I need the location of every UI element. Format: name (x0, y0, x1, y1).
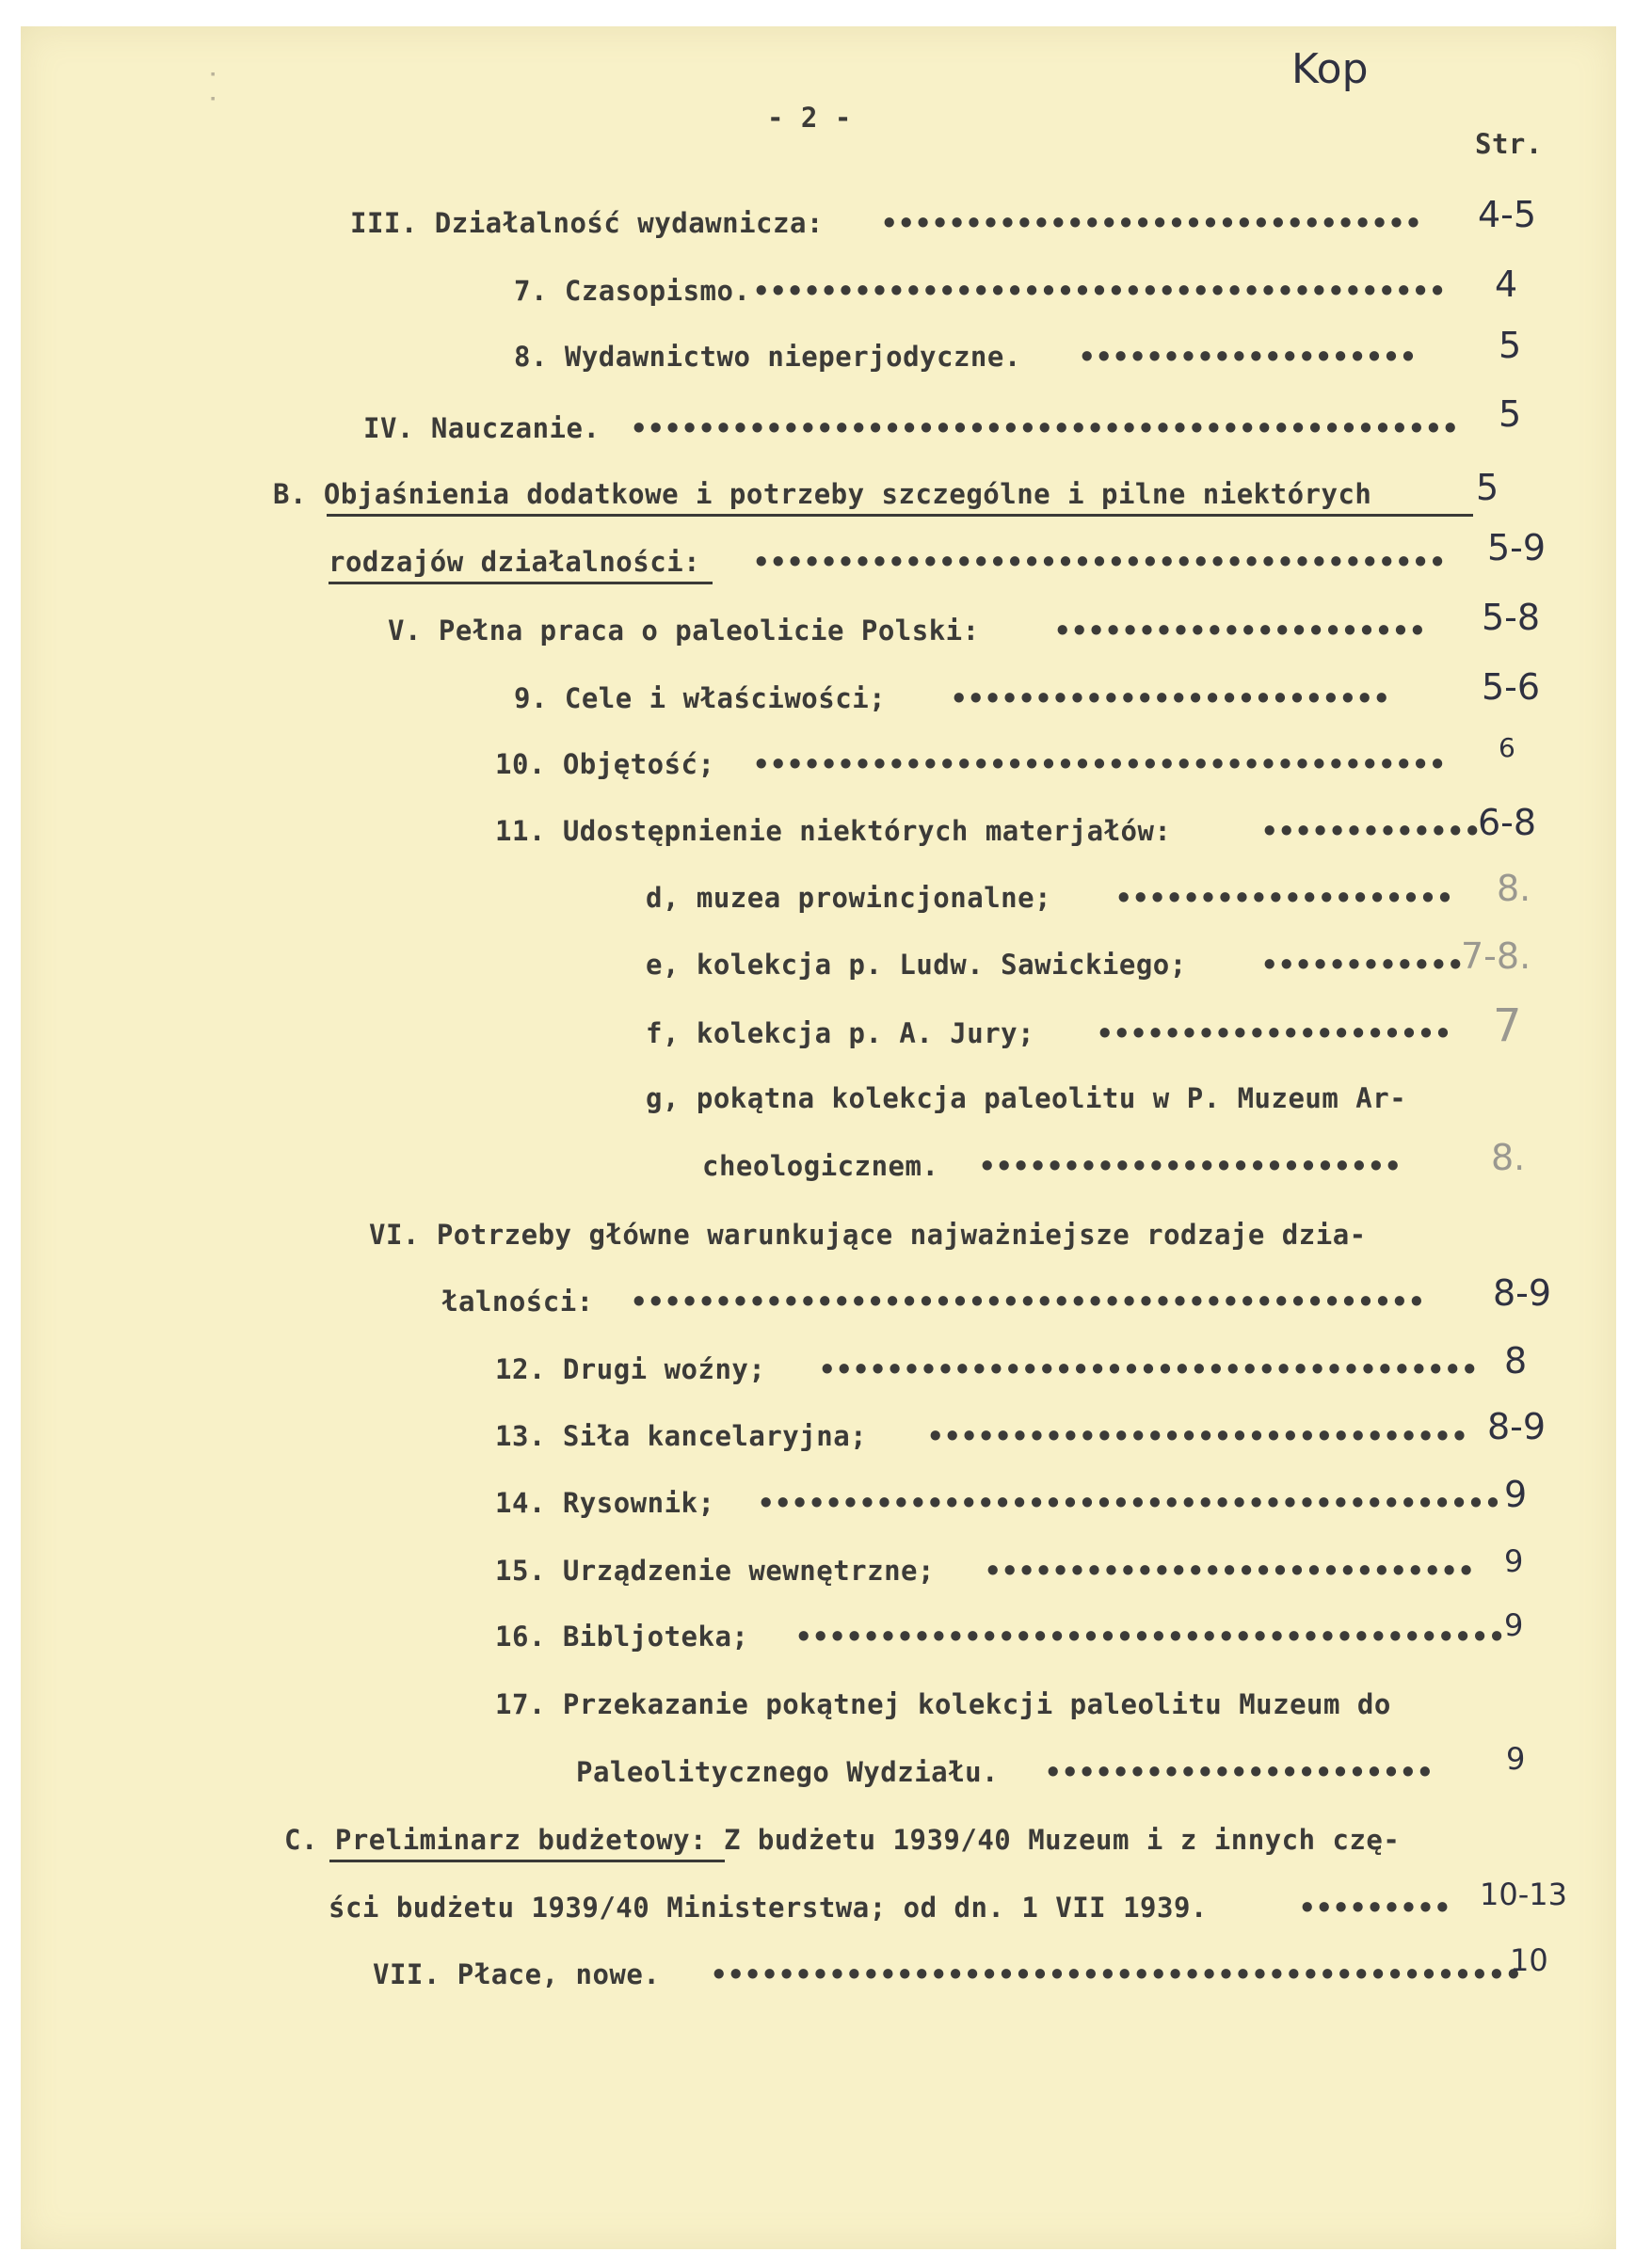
toc-line: 17. Przekazanie pokątnej kolekcji paleolitu Muzeum do (495, 1688, 1391, 1720)
toc-line: 10. Objętość; (495, 748, 732, 780)
dot-leader: ••••••••••••• (1261, 815, 1482, 847)
toc-line: 14. Rysownik; (495, 1487, 732, 1519)
handwritten-page-number: 8-9 (1487, 1406, 1547, 1447)
page-number: - 2 - (767, 102, 852, 134)
toc-line: VI. Potrzeby główne warunkujące najważniejsze rodzaje dzia- (369, 1219, 1367, 1251)
handwritten-page-number: 10-13 (1480, 1877, 1567, 1912)
handwritten-page-number: 5-8 (1482, 597, 1541, 638)
toc-line: VII. Płace, nowe. (373, 1958, 678, 1990)
handwritten-page-number: 9 (1504, 1607, 1524, 1643)
handwritten-page-number: 9 (1504, 1474, 1528, 1515)
toc-line: d, muzea prowincjonalne; (646, 882, 1068, 914)
toc-line: f, kolekcja p. A. Jury; (646, 1017, 1052, 1049)
dot-leader: ••••••••••••••••••••••••••••••••••••••• (819, 1353, 1479, 1385)
toc-line: III. Działalność wydawnicza: (350, 207, 841, 239)
dot-leader: •••••••••••••••••••••••••••••••••••••••••••• (758, 1487, 1502, 1519)
toc-line: ści budżetu 1939/40 Ministerstwa; od dn. 1 VII 1939. (329, 1892, 1225, 1924)
handwritten-page-number: 8. (1491, 1137, 1526, 1178)
dot-leader: •••••••••••••••••••••••••••••••••••••••••• (795, 1621, 1506, 1653)
dot-leader: ••••••••••••••••••••••••• (979, 1150, 1402, 1182)
dot-leader: •••••••••••••••••••••• (1054, 615, 1427, 647)
toc-line: łalności: (441, 1286, 611, 1318)
toc-line: V. Pełna praca o paleolicie Polski: (388, 615, 997, 647)
handwritten-page-number: 10 (1510, 1942, 1548, 1978)
dot-leader: ••••••••••••••••••••••••••••••••••••••••• (753, 275, 1447, 307)
toc-line: Paleolitycznego Wydziału. (576, 1756, 1016, 1788)
toc-line: g, pokątna kolekcja paleolitu w P. Muzeum Ar- (646, 1082, 1407, 1114)
column-heading-str: Str. (1475, 128, 1543, 160)
handwritten-page-number: 9 (1506, 1741, 1526, 1777)
dot-leader: •••••••••••••••••••••••••••••••• (881, 207, 1422, 239)
handwritten-page-number: 8. (1497, 868, 1531, 909)
toc-line: rodzajów działalności: (329, 546, 718, 578)
toc-line: 9. Cele i właściwości; (514, 682, 904, 714)
annotation-kop: Kop (1291, 45, 1369, 93)
handwritten-page-number: 8 (1504, 1340, 1528, 1382)
paper-mark: ▪ (209, 92, 217, 107)
toc-line: 7. Czasopismo. (514, 275, 768, 307)
dot-leader: •••••••••••••••••••• (1079, 341, 1418, 373)
toc-line: C. Preliminarz budżetowy: Z budżetu 1939/40 Muzeum i z innych czę- (284, 1824, 1401, 1856)
toc-line: 15. Urządzenie wewnętrzne; (495, 1555, 952, 1587)
toc-line: 16. Bibljoteka; (495, 1621, 766, 1653)
underline (329, 1860, 725, 1862)
dot-leader: ••••••••••••••••••••• (1097, 1017, 1452, 1049)
handwritten-page-number: 7-8. (1461, 935, 1531, 977)
dot-leader: •••••••••••••••••••••••••••••••••••••••••••••••• (711, 1958, 1523, 1990)
toc-line: IV. Nauczanie. (363, 412, 617, 444)
dot-leader: •••••••••••• (1261, 949, 1465, 981)
dot-leader: •••••••••••••••••••••••••• (951, 682, 1390, 714)
toc-line: e, kolekcja p. Ludw. Sawickiego; (646, 949, 1204, 981)
handwritten-page-number: 6-8 (1478, 802, 1537, 843)
dot-leader: ••••••••••••••••••••••••••••••••••••••••••••••• (631, 1286, 1426, 1318)
dot-leader: ••••••••• (1299, 1892, 1451, 1924)
dot-leader: ••••••••••••••••••••••••••••• (985, 1555, 1475, 1587)
handwritten-page-number: 5 (1476, 467, 1499, 508)
toc-line: 12. Drugi woźny; (495, 1353, 783, 1385)
handwritten-page-number: 7 (1493, 999, 1522, 1052)
dot-leader: ••••••••••••••••••••••••••••••••••••••••• (753, 546, 1447, 578)
toc-line: cheologicznem. (702, 1150, 956, 1182)
toc-line: 13. Siła kancelaryjna; (495, 1420, 885, 1452)
handwritten-page-number: 4-5 (1478, 194, 1537, 235)
handwritten-page-number: 5 (1499, 393, 1522, 435)
underline (327, 514, 1473, 517)
handwritten-page-number: 5-9 (1487, 527, 1547, 568)
handwritten-page-number: 5 (1499, 325, 1522, 366)
handwritten-page-number: 5-6 (1482, 666, 1541, 708)
handwritten-page-number: 9 (1504, 1543, 1524, 1579)
paper-mark: ▪ (209, 68, 217, 83)
dot-leader: ••••••••••••••••••••••• (1045, 1756, 1435, 1788)
dot-leader: •••••••••••••••••••••••••••••••• (927, 1420, 1468, 1452)
handwritten-page-number: 6 (1499, 732, 1515, 763)
dot-leader: ••••••••••••••••••••••••••••••••••••••••••••••••• (631, 412, 1460, 444)
dot-leader: ••••••••••••••••••••••••••••••••••••••••• (753, 748, 1447, 780)
handwritten-page-number: 8-9 (1493, 1272, 1552, 1314)
toc-line: 8. Wydawnictwo nieperjodyczne. (514, 341, 1038, 373)
underline (329, 582, 713, 584)
dot-leader: •••••••••••••••••••• (1115, 882, 1454, 914)
toc-line: B. Objaśnienia dodatkowe i potrzeby szczególne i pilne niektórych (273, 478, 1372, 510)
toc-line: 11. Udostępnienie niektórych materjałów: (495, 815, 1189, 847)
handwritten-page-number: 4 (1495, 264, 1518, 305)
